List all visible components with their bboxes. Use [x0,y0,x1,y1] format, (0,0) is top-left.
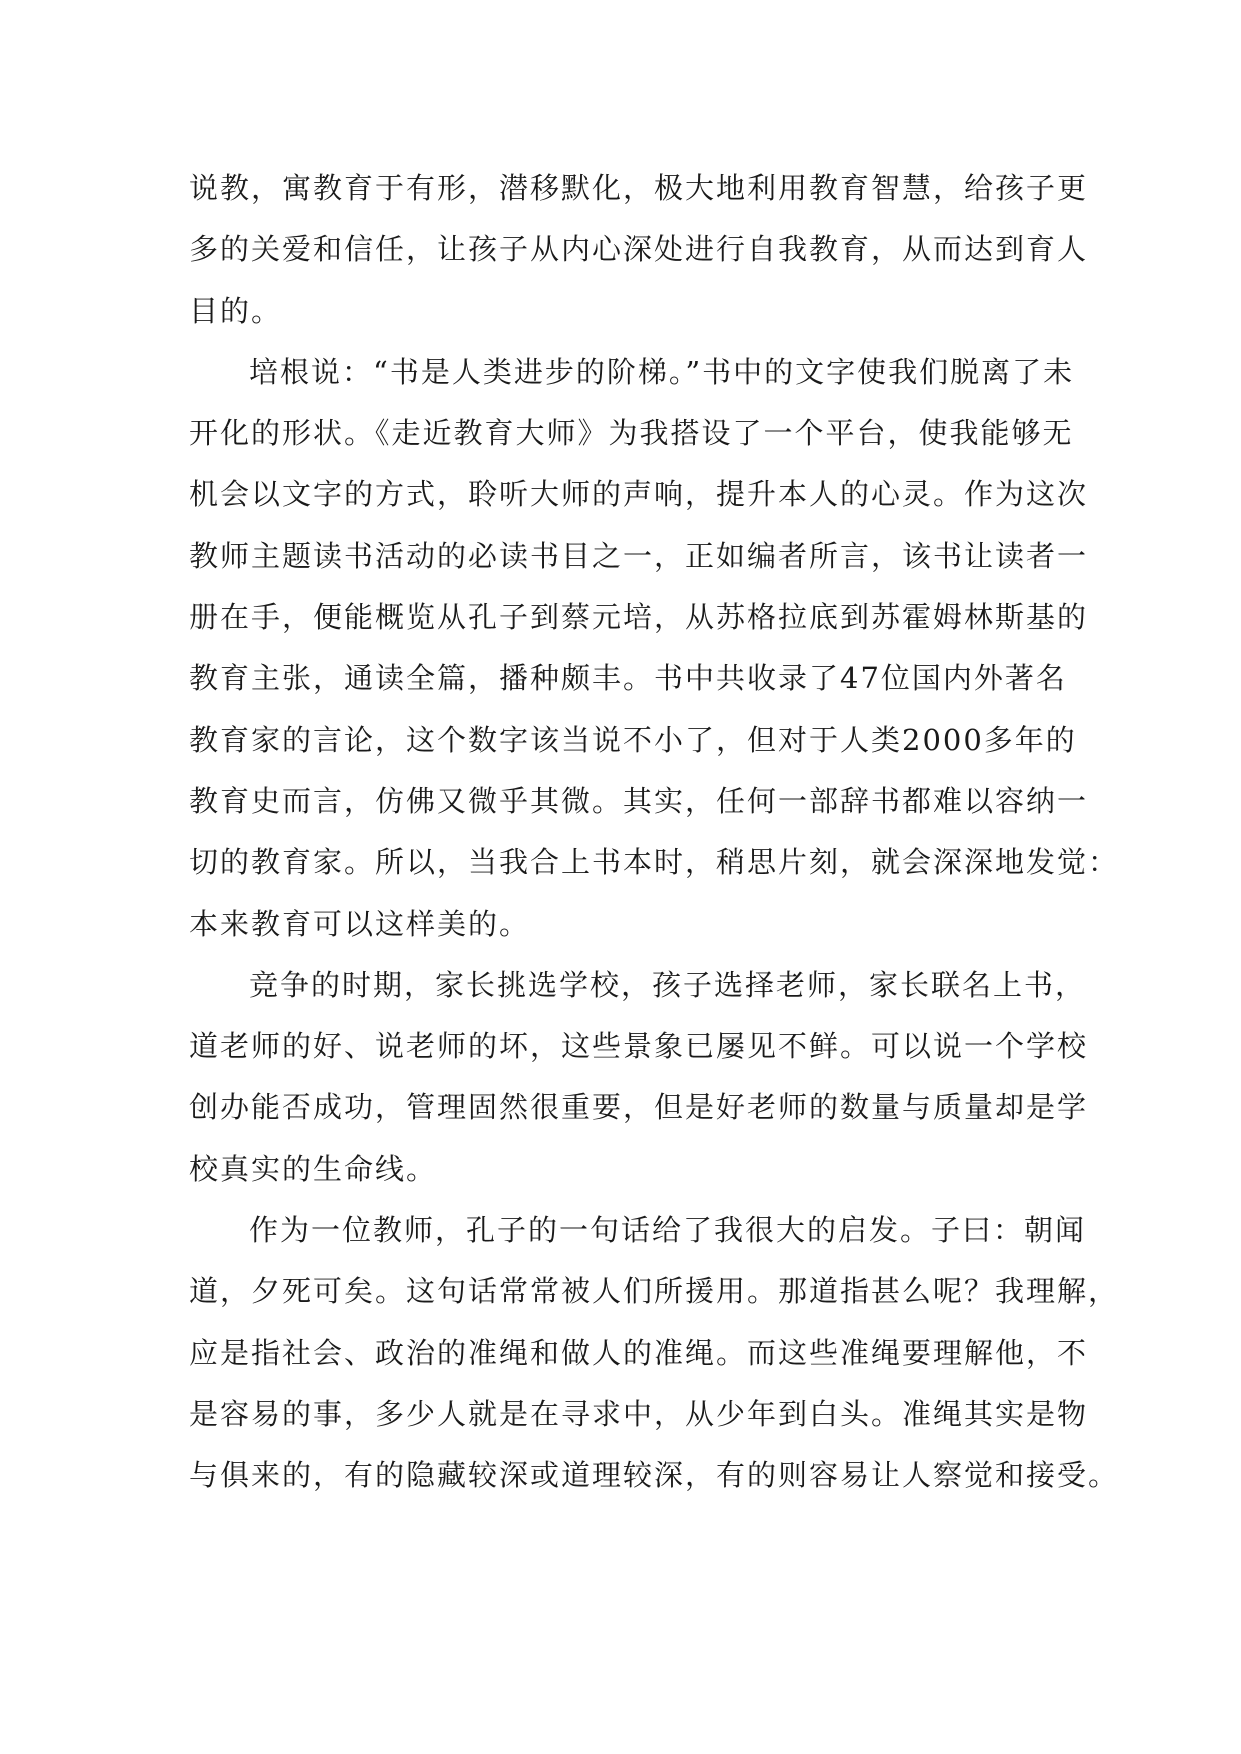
paragraph-first-line: 作为一位教师，孔子的一句话给了我很大的启发。子曰：朝闻 [249,1213,1087,1248]
text-line: 道老师的好、说老师的坏，这些景象已屡见不鲜。可以说一个学校 [189,1029,1089,1064]
paragraph-first-line: 培根说：“书是人类进步的阶梯。”书中的文字使我们脱离了未 [249,354,1075,389]
text-line: 机会以文字的方式，聆听大师的声响，提升本人的心灵。作为这次 [189,477,1089,512]
text-line: 道，夕死可矣。这句话常常被人们所援用。那道指甚么呢？我理解， [189,1274,1120,1309]
text-line: 本来教育可以这样美的。 [189,906,531,941]
text-line: 校真实的生命线。 [189,1151,438,1186]
text-line: 教育家的言论，这个数字该当说不小了，但对于人类2000多年的 [189,722,1077,757]
text-line: 册在手，便能概览从孔子到蔡元培，从苏格拉底到苏霍姆林斯基的 [189,600,1089,635]
text-line: 说教，寓教育于有形，潜移默化，极大地利用教育智慧，给孩子更 [189,171,1089,205]
text-line: 教师主题读书活动的必读书目之一，正如编者所言，该书让读者一 [189,538,1089,573]
text-line: 教育史而言，仿佛又微乎其微。其实，任何一部辞书都难以容纳一 [189,783,1089,818]
text-line: 是容易的事，多少人就是在寻求中，从少年到白头。准绳其实是物 [189,1396,1089,1431]
text-line: 教育主张，通读全篇，播种颇丰。书中共收录了47位国内外著名 [189,661,1067,696]
text-line: 开化的形状。《走近教育大师》为我搭设了一个平台，使我能够无 [189,416,1074,451]
paragraph-first-line: 竞争的时期，家长挑选学校，孩子选择老师，家长联名上书， [249,967,1087,1002]
text-line: 多的关爱和信任，让孩子从内心深处进行自我教育，从而达到育人 [189,232,1089,267]
text-line: 创办能否成功，管理固然很重要，但是好老师的数量与质量却是学 [189,1090,1089,1125]
text-line: 切的教育家。所以，当我合上书本时，稍思片刻，就会深深地发觉： [189,845,1120,880]
text-line: 与俱来的，有的隐藏较深或道理较深，有的则容易让人察觉和接受。 [189,1458,1120,1493]
text-line: 应是指社会、政治的准绳和做人的准绳。而这些准绳要理解他，不 [189,1335,1089,1370]
body-text [189,158,1120,1507]
text-line: 目的。 [189,293,283,328]
